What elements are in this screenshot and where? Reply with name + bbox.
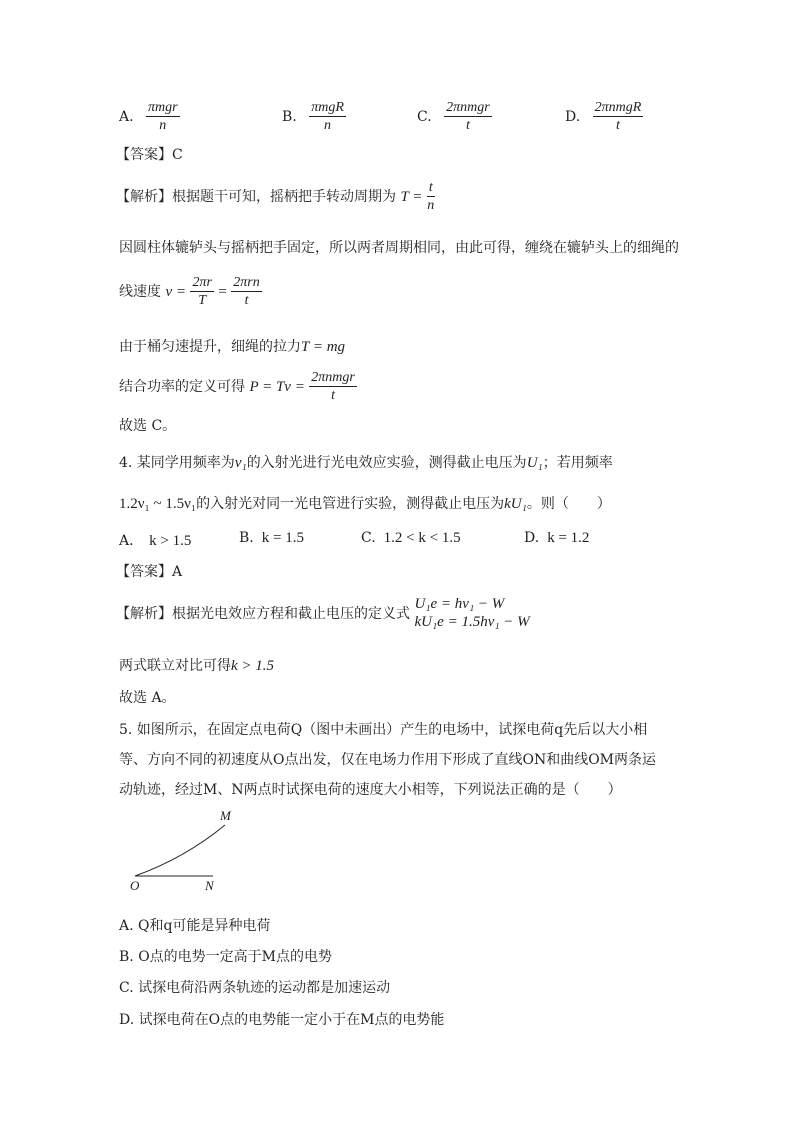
q3-analysis-line2: 因圆柱体辘轳头与摇柄把手固定，所以两者周期相同，由此可得，缠绕在辘轳头上的细绳的 (119, 240, 679, 256)
q5-option-d: D. 试探电荷在O点的电势能一定小于在M点的电势能 (119, 1012, 445, 1028)
q3-option-c (417, 100, 492, 134)
q4-stem-line1: 4. 某同学用频率为ν₁的入射光进行光电效应实验，测得截止电压为U₁；若用频率 (119, 455, 613, 471)
q3-answer: 【答案】C (116, 147, 183, 163)
q3-analysis-line5: 结合功率的定义可得 P = Tv = $\frac{\text{2πnmgr}}{t}$ (119, 370, 355, 403)
velocity-fraction-2: $\frac{\text{2πrn}}{t}$ (233, 275, 260, 308)
q3-option-d (565, 100, 643, 134)
q5-option-c: C. 试探电荷沿两条轨迹的运动都是加速运动 (119, 980, 391, 996)
q3-option-b (282, 100, 346, 134)
q5-option-b: B. O点的电势一定高于M点的电势 (119, 949, 333, 965)
curve-om (135, 825, 225, 876)
q4-conclusion: 故选 A。 (119, 690, 176, 706)
q3-conclusion: 故选 C。 (119, 418, 177, 434)
option-letter: D. (565, 109, 581, 125)
trajectory-diagram (125, 810, 235, 895)
q4-option-d: D. k = 1.2 (524, 530, 590, 546)
velocity-fraction-1: $\frac{2\pi r}{T}$ (192, 275, 212, 308)
power-fraction: $\frac{\text{2πnmgr}}{t}$ (311, 370, 355, 403)
option-letter: B. (282, 109, 297, 125)
q4-analysis-line2: 两式联立对比可得k > 1.5 (119, 658, 275, 674)
q4-option-c: C. 1.2 < k < 1.5 (361, 530, 461, 546)
q4-answer: 【答案】A (116, 564, 183, 580)
q3-analysis-line1: 【解析】根据题干可知，摇柄把手转动周期为 T = $\frac{t}{n}$ (116, 180, 435, 213)
point-n-label: N (205, 878, 214, 893)
option-letter: A. (119, 109, 134, 125)
point-o-label: O (130, 878, 140, 893)
option-a-fraction: $\frac{\text{πmgr}}{n}$ (148, 100, 178, 133)
q4-option-a: A． k > 1.5 (119, 533, 192, 549)
option-d-fraction: $\frac{\text{2πnmgR}}{t}$ (594, 100, 642, 133)
q3-analysis-line4: 由于桶匀速提升，细绳的拉力T = mg (119, 339, 346, 355)
period-fraction: $\frac{t}{n}$ (427, 180, 435, 213)
option-b-fraction: $\frac{\text{πmgR}}{n}$ (311, 100, 344, 133)
point-m-label: M (220, 808, 231, 823)
q4-stem-line2: 1.2ν₁ ~ 1.5ν₁的入射光对同一光电管进行实验，测得截止电压为kU₁。则（ ） (119, 496, 611, 512)
equation-system: U₁e = hν₁ − W kU₁e = 1.5hν₁ − W (414, 596, 530, 630)
q4-option-b: B. k = 1.5 (239, 530, 304, 546)
q5-stem-line1: 5. 如图所示，在固定点电荷Q（图中未画出）产生的电场中，试探电荷q先后以大小相 (119, 722, 648, 738)
q4-analysis-line1: 【解析】根据光电效应方程和截止电压的定义式 U₁e = hν₁ − W kU₁e = 1.5hν₁ − W (116, 596, 530, 630)
q5-stem-line3: 动轨迹，经过M、N两点时试探电荷的速度大小相等，下列说法正确的是（ ） (119, 782, 622, 798)
option-c-fraction: $\frac{\text{2πnmgr}}{t}$ (446, 100, 490, 133)
q5-option-a: A. Q和q可能是异种电荷 (119, 918, 271, 934)
trajectory-figure (125, 810, 235, 895)
q5-stem-line2: 等、方向不同的初速度从O点出发，仅在电场力作用下形成了直线ON和曲线OM两条运 (119, 752, 657, 768)
q3-option-a (119, 100, 180, 134)
q3-analysis-line3: 线速度 v = $\frac{2\pi r}{T}$ = $\frac{\text{2πrn}}{t}$ (119, 275, 260, 308)
option-letter: C. (417, 109, 432, 125)
